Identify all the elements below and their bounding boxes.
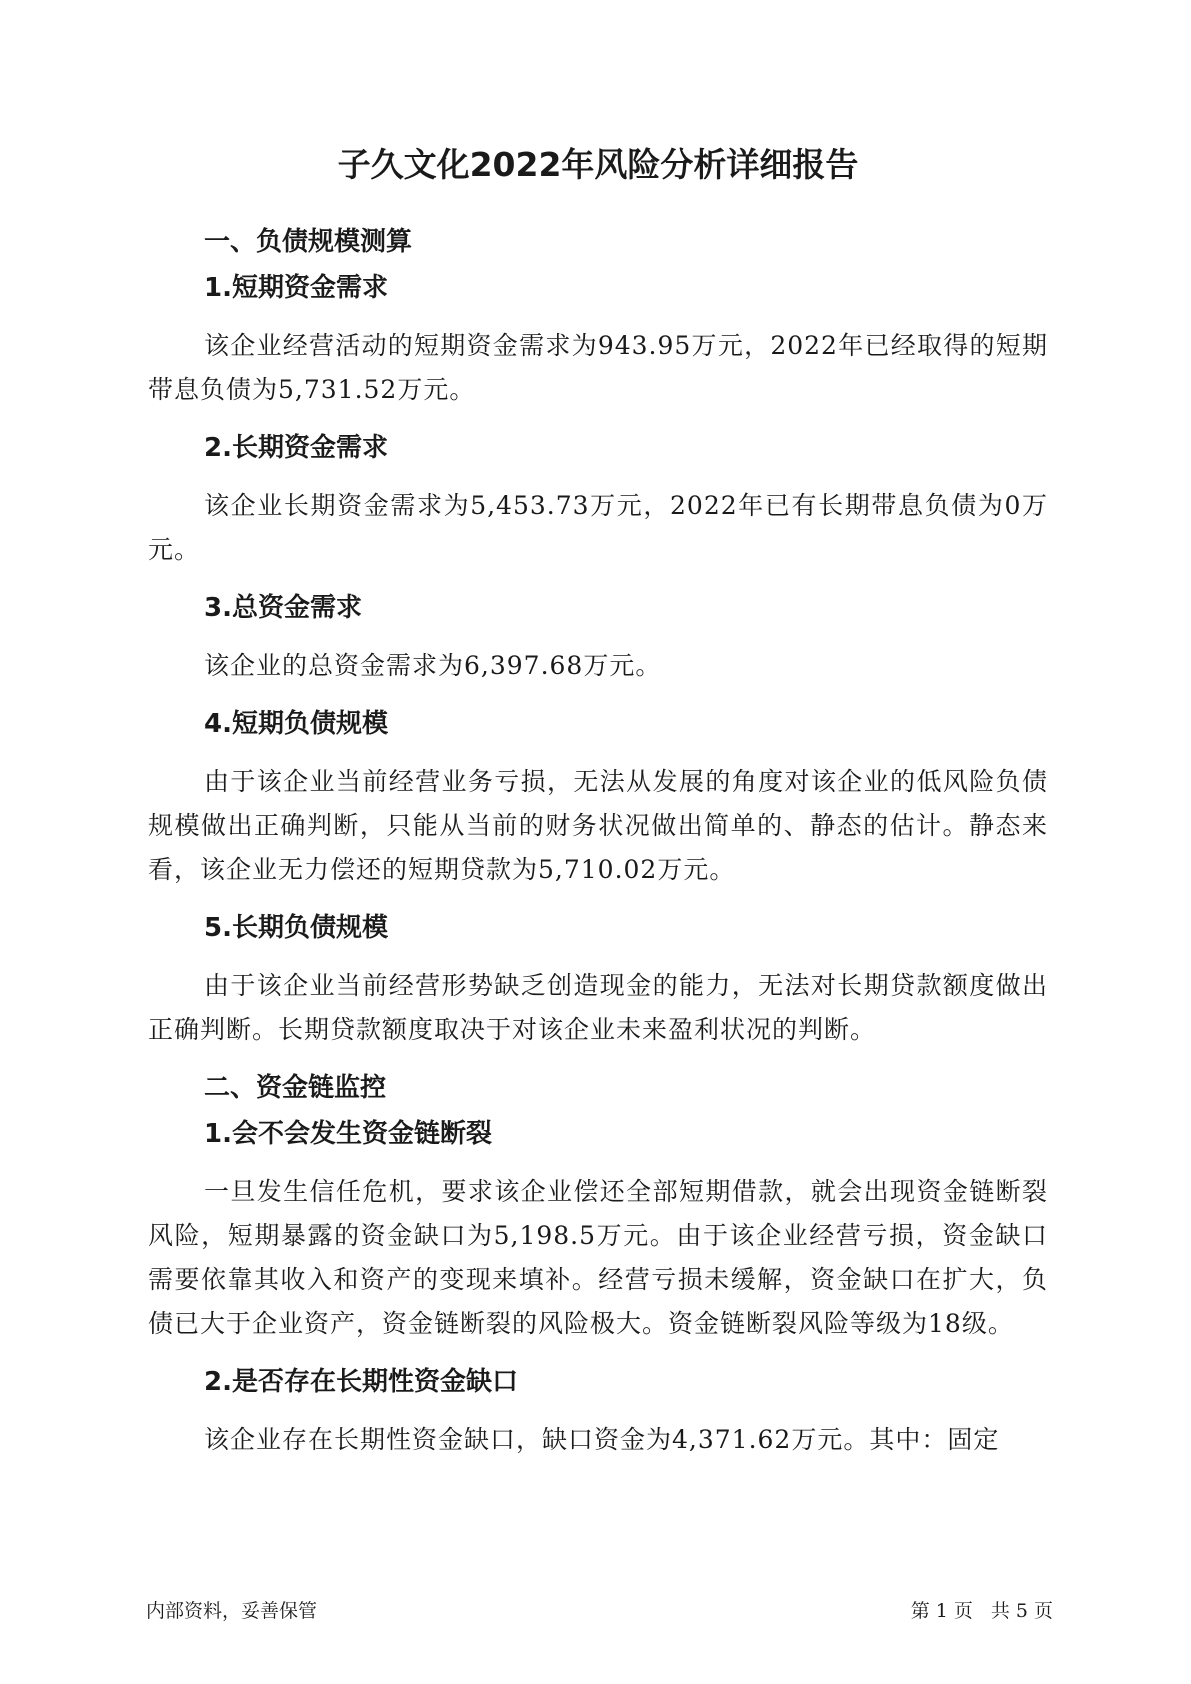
subheading-cash-chain-break: 1.会不会发生资金链断裂 <box>204 1119 492 1149</box>
document-title: 子久文化2022年风险分析详细报告 <box>337 145 859 184</box>
total-suffix: 页 <box>1033 1600 1053 1622</box>
page-current: 1 <box>935 1600 948 1622</box>
page-mid: 页 <box>953 1600 973 1622</box>
total-prefix: 共 <box>990 1600 1010 1622</box>
section-heading-cash-chain: 二、资金链监控 <box>204 1073 387 1103</box>
paragraph-short-term-debt: 由于该企业当前经营业务亏损，无法从发展的角度对该企业的低风险负债规模做出正确判断，只能从当前的财务状况做出简单的、静态的估计。静态来看，该企业无力偿还的短期贷款为5,710.02万元。 <box>148 767 1048 884</box>
subheading-short-term-funding: 1.短期资金需求 <box>204 273 388 303</box>
paragraph-short-term-funding: 该企业经营活动的短期资金需求为943.95万元，2022年已经取得的短期带息负债为5,731.52万元。 <box>148 331 1048 404</box>
page-total: 5 <box>1015 1600 1028 1622</box>
subheading-short-term-debt: 4.短期负债规模 <box>204 709 388 739</box>
paragraph-long-term-gap: 该企业存在长期性资金缺口，缺口资金为4,371.62万元。其中：固定 <box>204 1425 1000 1454</box>
document-body <box>148 138 1048 1476</box>
subheading-long-term-debt: 5.长期负债规模 <box>204 913 388 943</box>
footer-confidential-note: 内部资料，妥善保管 <box>146 1600 318 1622</box>
paragraph-cash-chain-break: 一旦发生信任危机，要求该企业偿还全部短期借款，就会出现资金链断裂风险，短期暴露的资金缺口为5,198.5万元。由于该企业经营亏损，资金缺口需要依靠其收入和资产的变现来填补。经营亏损未缓解，资金缺口在扩大，负债已大于企业资产，资金链断裂的风险极大。资金链断裂风险等级为18级。 <box>148 1177 1048 1338</box>
paragraph-total-funding: 该企业的总资金需求为6,397.68万元。 <box>204 651 662 680</box>
paragraph-long-term-debt: 由于该企业当前经营形势缺乏创造现金的能力，无法对长期贷款额度做出正确判断。长期贷款额度取决于对该企业未来盈利状况的判断。 <box>148 971 1048 1044</box>
subheading-long-term-gap: 2.是否存在长期性资金缺口 <box>204 1367 518 1397</box>
page-prefix: 第 <box>910 1600 930 1622</box>
section-heading-debt-scale: 一、负债规模测算 <box>204 227 413 257</box>
subheading-long-term-funding: 2.长期资金需求 <box>204 433 388 463</box>
paragraph-long-term-funding: 该企业长期资金需求为5,453.73万元，2022年已有长期带息负债为0万元。 <box>148 491 1048 564</box>
subheading-total-funding: 3.总资金需求 <box>204 593 362 623</box>
footer-page-number <box>911 1598 1053 1624</box>
